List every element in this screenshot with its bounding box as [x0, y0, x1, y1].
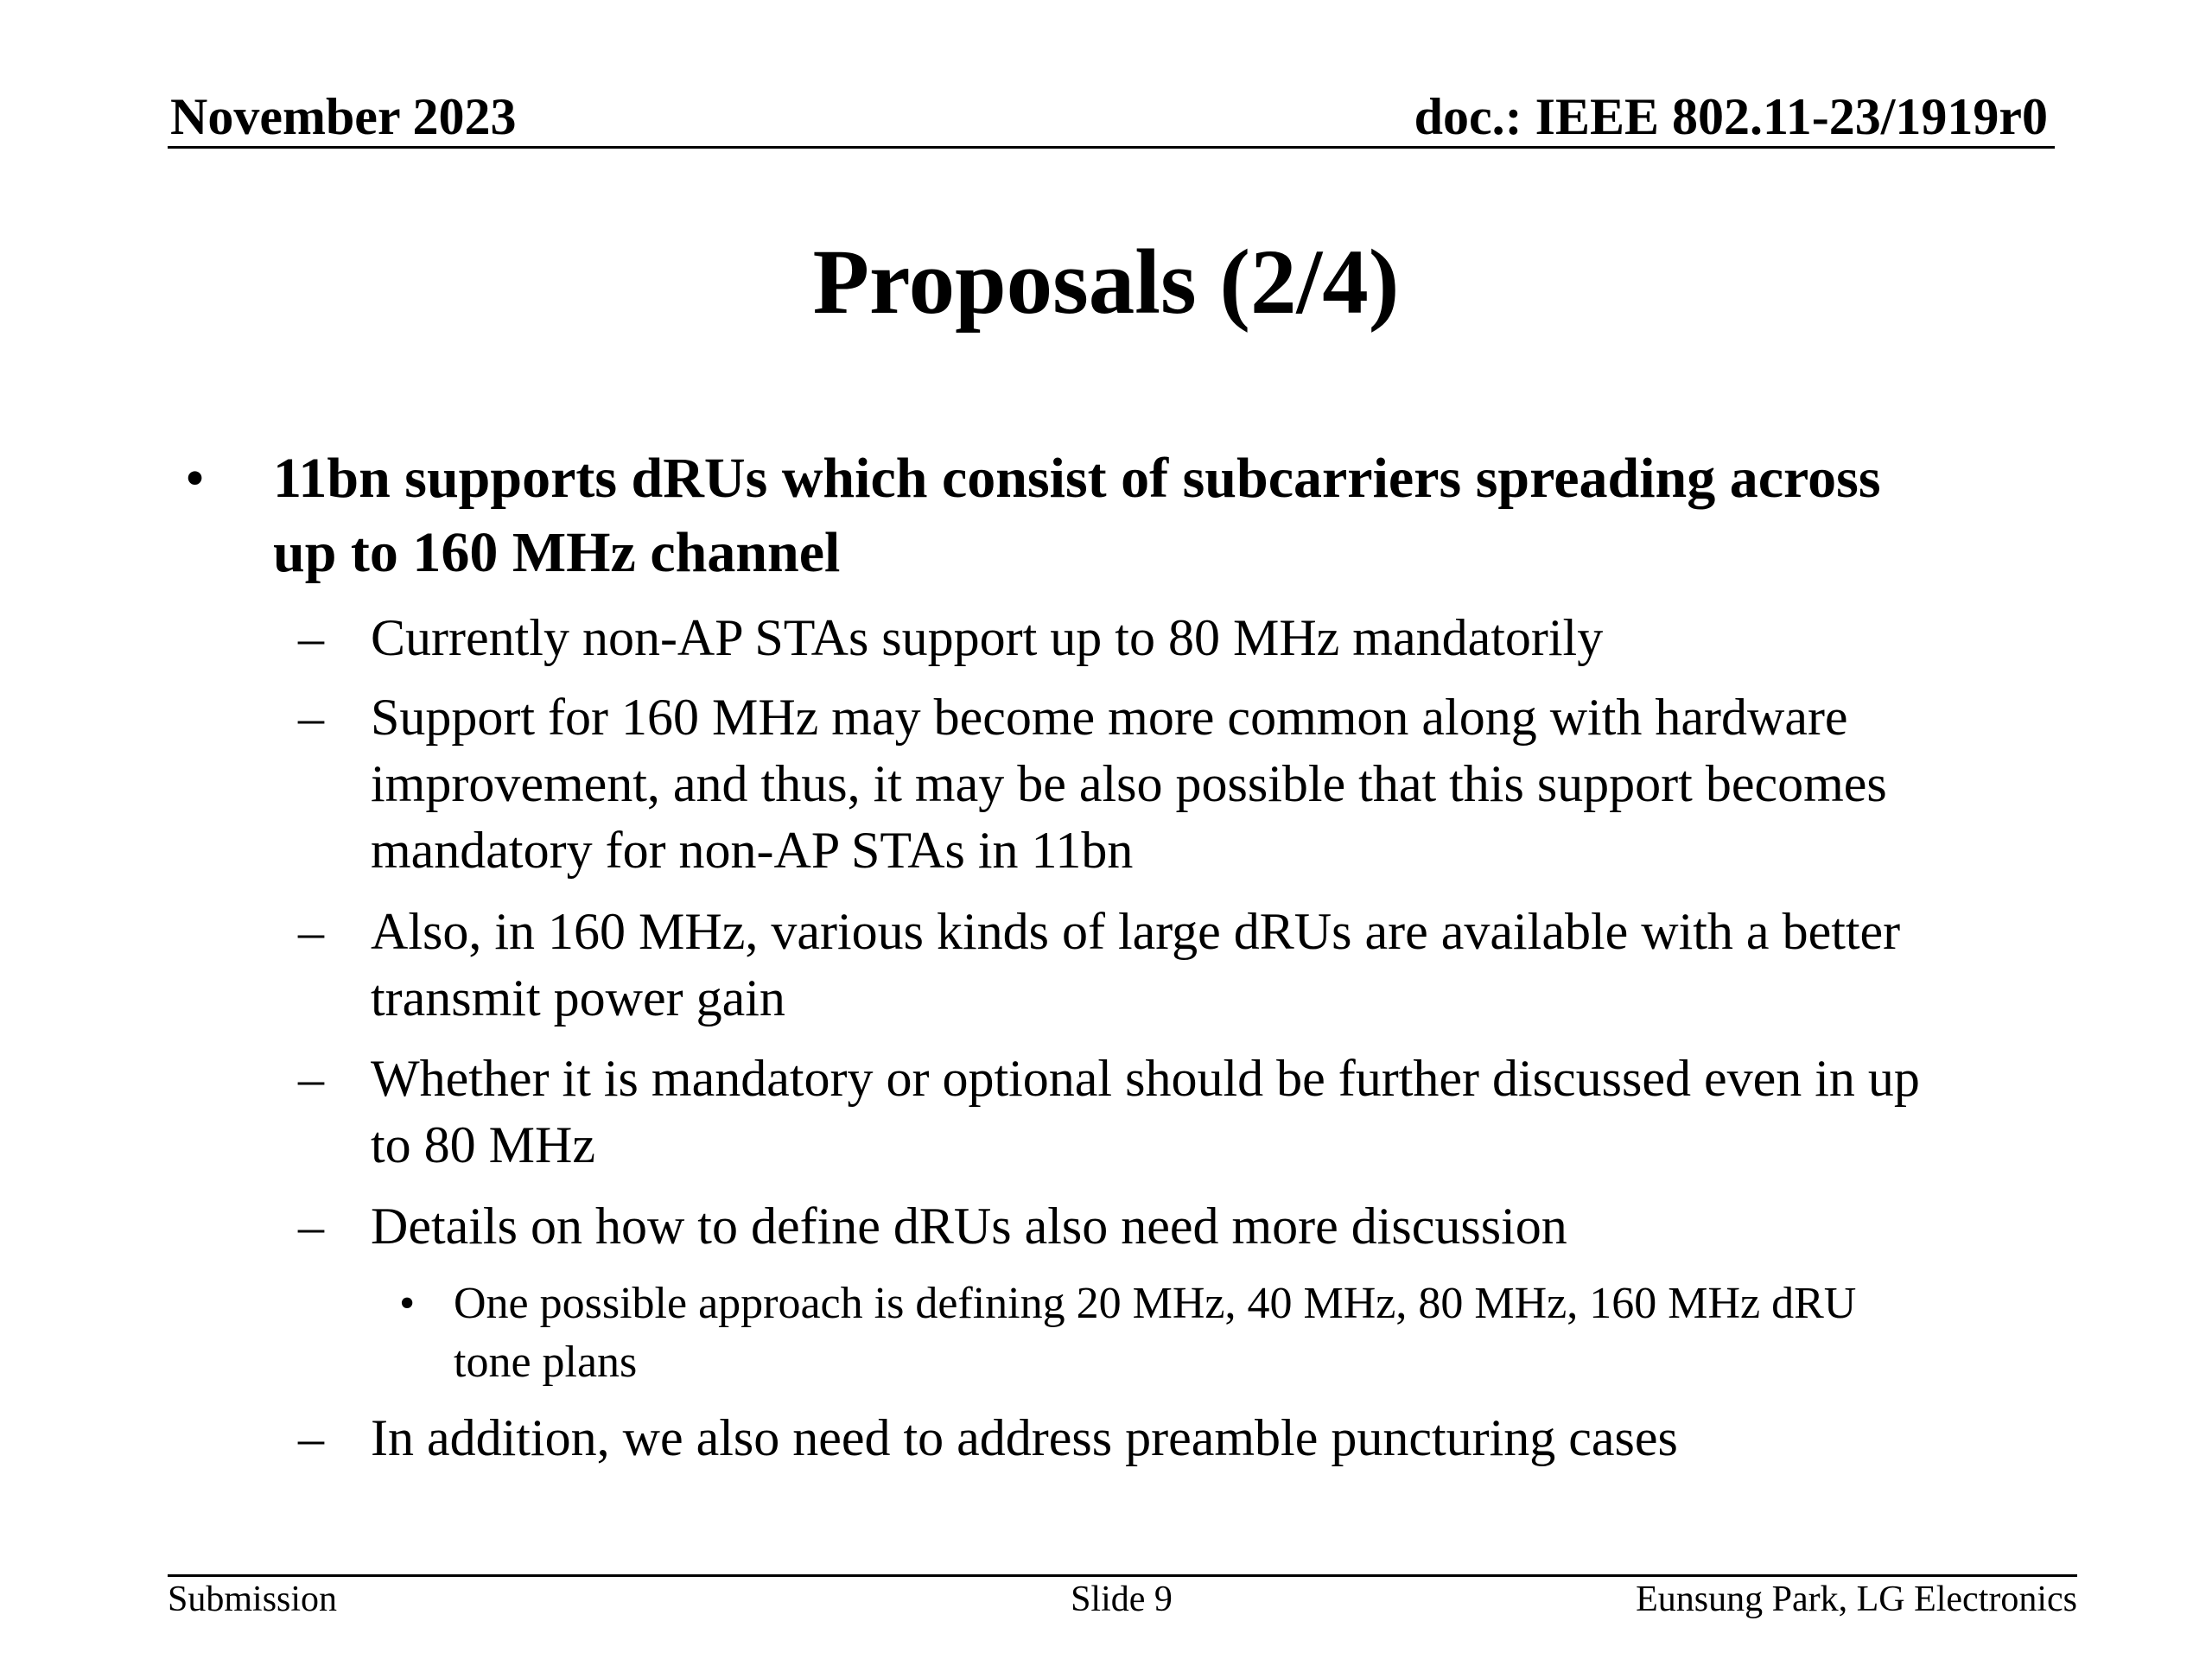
sub-bullet-text-line: Also, in 160 MHz, various kinds of large dRUs are available with a better	[371, 903, 1901, 960]
bullet-marker: •	[399, 1279, 416, 1328]
dash-marker: –	[298, 1198, 324, 1255]
bullet-text-line: up to 160 MHz channel	[273, 521, 841, 584]
dash-marker: –	[298, 689, 324, 746]
dash-marker: –	[298, 903, 324, 960]
sub-bullet-text-line: Support for 160 MHz may become more common along with hardware	[371, 689, 1848, 746]
sub-bullet-text-line: Details on how to define dRUs also need more discussion	[371, 1198, 1567, 1255]
footer-slide-number: Slide 9	[1071, 1580, 1173, 1619]
sub-bullet-text-line: improvement, and thus, it may be also possible that this support becomes	[371, 755, 1887, 812]
sub-sub-bullet-text-line: One possible approach is defining 20 MHz, 40 MHz, 80 MHz, 160 MHz dRU	[454, 1279, 1857, 1328]
sub-bullet-text-line: Currently non-AP STAs support up to 80 MHz mandatorily	[371, 609, 1604, 666]
bullet-text-line: 11bn supports dRUs which consist of subcarriers spreading across	[273, 447, 1881, 510]
sub-sub-bullet-text-line: tone plans	[454, 1338, 638, 1387]
dash-marker: –	[298, 1050, 324, 1107]
sub-bullet-text-line: mandatory for non-AP STAs in 11bn	[371, 822, 1134, 879]
header-date: November 2023	[170, 88, 517, 145]
footer-author: Eunsung Park, LG Electronics	[1636, 1580, 2077, 1619]
sub-bullet-text-line: In addition, we also need to address preamble puncturing cases	[371, 1409, 1678, 1466]
sub-bullet-text-line: to 80 MHz	[371, 1116, 595, 1173]
header-rule	[168, 146, 2055, 149]
footer-submission: Submission	[168, 1580, 338, 1619]
slide-title: Proposals (2/4)	[812, 232, 1400, 334]
dash-marker: –	[298, 609, 324, 666]
bullet-marker: •	[185, 447, 206, 510]
sub-bullet-text-line: transmit power gain	[371, 969, 785, 1027]
sub-bullet-text-line: Whether it is mandatory or optional should be further discussed even in up	[371, 1050, 1920, 1107]
header-doc-id: doc.: IEEE 802.11-23/1919r0	[1414, 88, 2048, 145]
dash-marker: –	[298, 1409, 324, 1466]
